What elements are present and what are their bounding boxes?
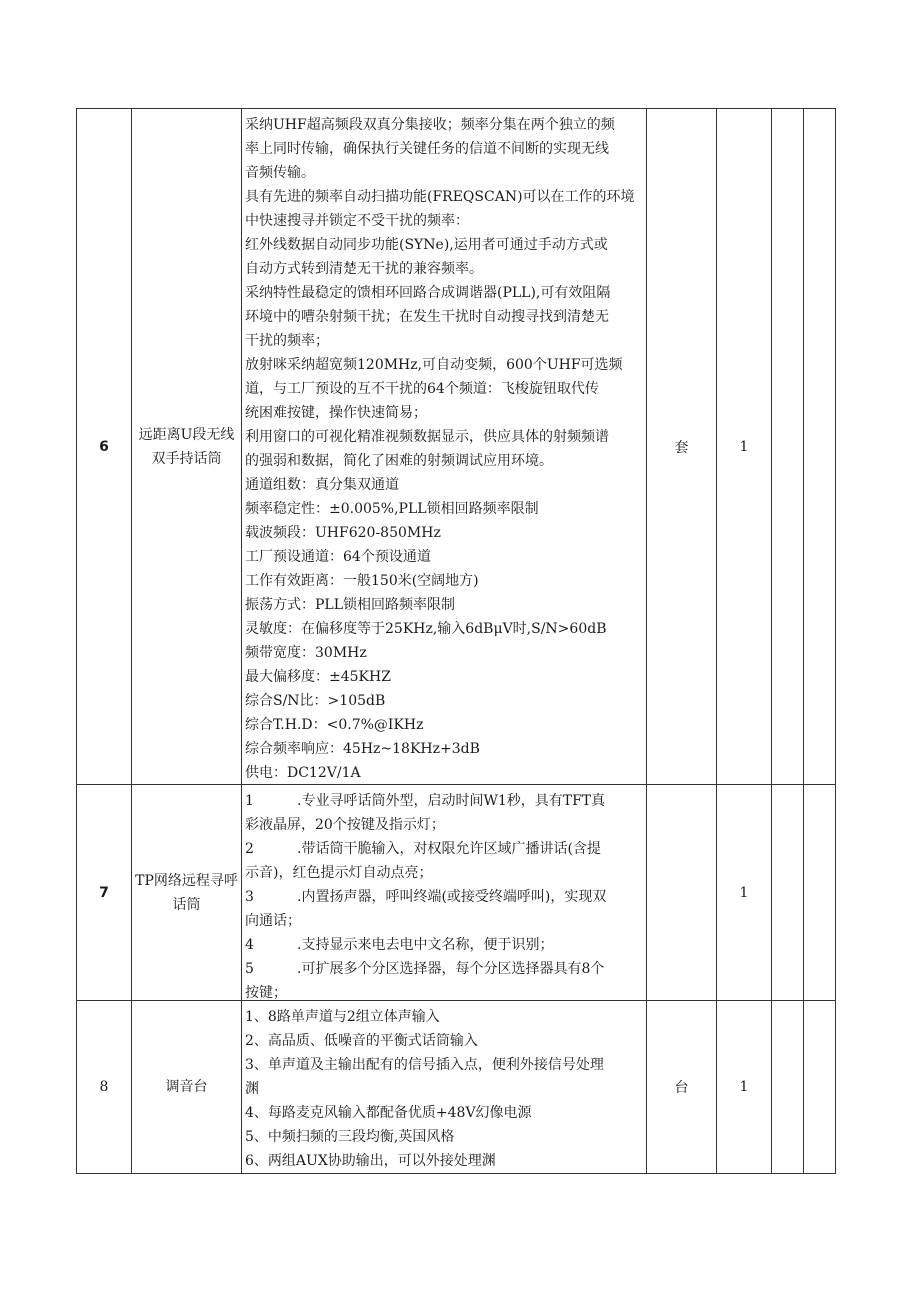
- item-quantity: 1: [717, 109, 772, 785]
- feature-line: [245, 981, 643, 1000]
- feature-number: 2: [245, 840, 254, 857]
- item-description: [242, 785, 647, 1001]
- feature-number: 1: [245, 792, 254, 809]
- item-unit: 套: [647, 109, 717, 785]
- feature-line: [245, 837, 643, 861]
- description-line: 4、每路麦克风输入都配备优质+48V幻像电源: [245, 1104, 532, 1121]
- feature-text: 示音)，红色提示灯自动点亮；: [245, 864, 433, 881]
- table-row: [77, 785, 836, 1001]
- item-number: 6: [77, 109, 132, 785]
- feature-number: 4: [245, 936, 254, 953]
- feature-text: .专业寻呼话筒外型，启动时间W1秒，具有TFT真: [297, 792, 606, 809]
- description-line: 音频传输。: [245, 164, 315, 181]
- description-line: 采纳UHF超高频段双真分集接收；频率分集在两个独立的频: [245, 116, 615, 133]
- description-line: 放射咪采纳超宽频120MHz,可自动变频，600个UHF可选频: [245, 356, 623, 373]
- item-name: 调音台: [132, 1001, 242, 1174]
- description-line: 红外线数据自动同步功能(SYNe),运用者可通过手动方式或: [245, 236, 608, 253]
- description-line: 环境中的嘈杂射频干扰；在发生干扰时自动搜寻找到清楚无: [245, 308, 609, 325]
- item-name: 远距离U段无线双手持话筒: [132, 109, 242, 785]
- item-quantity: 1: [717, 1001, 772, 1174]
- description-line: 灵敏度：在偏移度等于25KHz,输入6dBμV时,S/N>60dB: [245, 620, 607, 637]
- feature-line: [245, 789, 643, 813]
- item-number: 7: [77, 785, 132, 1001]
- feature-line: [245, 885, 643, 909]
- item-unit: [647, 785, 717, 1001]
- description-line: 工作有效距离：一般150米(空阔地方): [245, 572, 479, 589]
- feature-number: 3: [245, 888, 254, 905]
- feature-text: 向通话；: [245, 912, 301, 929]
- description-line: 利用窗口的可视化精准视频数据显示，供应具体的射频频谱: [245, 428, 609, 445]
- description-line: 最大偏移度：±45KHZ: [245, 668, 391, 685]
- item-number: 8: [77, 1001, 132, 1174]
- item-description: [242, 109, 647, 785]
- feature-line: [245, 813, 643, 837]
- feature-line: [245, 933, 643, 957]
- feature-text: 按键；: [245, 984, 287, 1000]
- description-line: 综合频率响应：45Hz~18KHz+3dB: [245, 740, 480, 757]
- equipment-spec-table: [76, 108, 836, 1174]
- empty-cell: [804, 109, 836, 785]
- description-line: 供电：DC12V/1A: [245, 764, 361, 781]
- feature-text: .内置扬声器，呼叫终端(或接受终端呼叫)，实现双: [297, 888, 607, 905]
- description-line: 5、中频扫频的三段均衡,英国风格: [245, 1128, 455, 1145]
- empty-cell: [772, 785, 804, 1001]
- description-line: 1、8路单声道与2组立体声输入: [245, 1008, 440, 1025]
- description-line: 的强弱和数据，简化了困难的射频调试应用环境。: [245, 452, 553, 469]
- description-line: 频率稳定性：±0.005%,PLL锁相回路频率限制: [245, 500, 539, 517]
- feature-text: .带话筒干脆输入，对权限允许区域广播讲话(含提: [297, 840, 601, 857]
- description-line: 统困难按键，操作快速简易；: [245, 404, 427, 421]
- description-line: 综合S/N比：>105dB: [245, 692, 386, 709]
- feature-text: .可扩展多个分区选择器，每个分区选择器具有8个: [297, 960, 605, 977]
- feature-text: .支持显示来电去电中文名称，便于识别；: [297, 936, 554, 953]
- description-line: 干扰的频率；: [245, 332, 329, 349]
- empty-cell: [804, 1001, 836, 1174]
- description-line: 具有先进的频率自动扫描功能(FREQSCAN)可以在工作的环境: [245, 188, 635, 205]
- feature-text: 彩液晶屏，20个按键及指示灯；: [245, 816, 445, 833]
- description-line: 2、高品质、低噪音的平衡式话筒输入: [245, 1032, 478, 1049]
- description-line: 采纳特性最稳定的馈相环回路合成调谐器(PLL),可有效阻隔: [245, 284, 611, 301]
- feature-line: [245, 909, 643, 933]
- empty-cell: [772, 109, 804, 785]
- item-name: TP网络远程寻呼话筒: [132, 785, 242, 1001]
- empty-cell: [804, 785, 836, 1001]
- item-unit: 台: [647, 1001, 717, 1174]
- table-row: [77, 109, 836, 785]
- description-line: 6、两组AUX协助输出，可以外接处理渊: [245, 1152, 496, 1169]
- description-line: 自动方式转到清楚无干扰的兼容频率。: [245, 260, 483, 277]
- description-line: 通道组数：真分集双通道: [245, 476, 399, 493]
- description-line: 综合T.H.D：<0.7%@IKHz: [245, 716, 424, 733]
- feature-line: [245, 861, 643, 885]
- description-line: 渊: [245, 1080, 259, 1097]
- empty-cell: [772, 1001, 804, 1174]
- item-description: [242, 1001, 647, 1174]
- description-line: 3、单声道及主输出配有的信号插入点，便利外接信号处理: [245, 1056, 604, 1073]
- item-quantity: 1: [717, 785, 772, 1001]
- description-line: 道，与工厂预设的互不干扰的64个频道：飞梭旋钮取代传: [245, 380, 599, 397]
- description-line: 振荡方式：PLL锁相回路频率限制: [245, 596, 456, 613]
- description-line: 载波频段：UHF620-850MHz: [245, 524, 441, 541]
- description-line: 中快速搜寻并锁定不受干扰的频率：: [245, 212, 469, 229]
- feature-number: 5: [245, 960, 254, 977]
- feature-line: [245, 957, 643, 981]
- description-line: 工厂预设通道：64个预设通道: [245, 548, 431, 565]
- description-line: 频带宽度：30MHz: [245, 644, 367, 661]
- table-row: [77, 1001, 836, 1174]
- description-line: 率上同时传输，确保执行关键任务的信道不间断的实现无线: [245, 140, 609, 157]
